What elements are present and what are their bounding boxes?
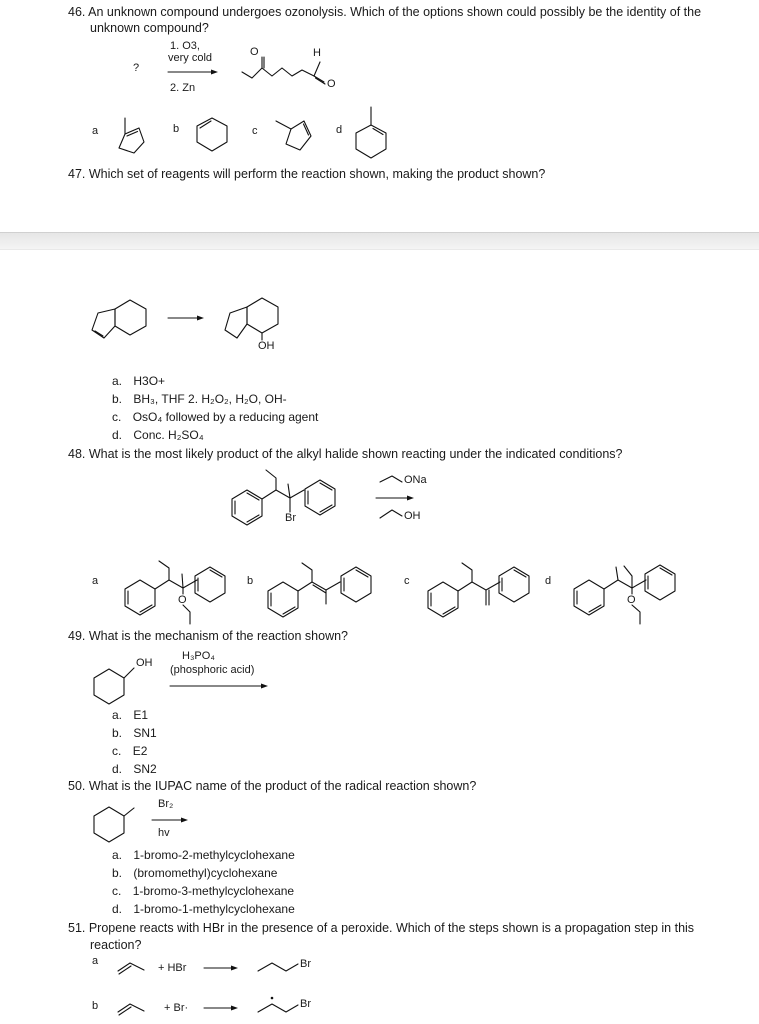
q51-text-line2: reaction?: [90, 938, 142, 952]
q51-b-reagent: + Br·: [164, 1002, 189, 1014]
q50-option-c-text: 1-bromo-3-methylcyclohexane: [132, 884, 295, 898]
q47-option-b-letter: b.: [112, 392, 123, 406]
q47-option-b[interactable]: [112, 391, 287, 407]
q49-option-d-text: SN2: [133, 762, 157, 776]
q50-option-a-text: 1-bromo-2-methylcyclohexane: [133, 848, 295, 862]
q48-option-a-structure: [125, 561, 225, 624]
q50-reagent-br2: Br₂: [158, 798, 174, 810]
q50-option-b-letter: b.: [112, 866, 123, 880]
q49-reagent: H₃PO₄: [182, 650, 215, 662]
q50-text: 50. What is the IUPAC name of the product of the radical reaction shown?: [68, 779, 477, 793]
q46-product-h: H: [313, 47, 321, 59]
q47-option-d-text: Conc. H₂SO₄: [133, 428, 204, 442]
q46-product-o2: O: [327, 78, 336, 90]
q46-option-a-structure: [119, 118, 144, 153]
q50-option-d[interactable]: [112, 901, 295, 917]
q50-option-c-letter: c.: [112, 884, 122, 898]
q46-product-structure: [242, 57, 325, 84]
q48-option-d[interactable]: d: [545, 575, 552, 587]
q47-option-d[interactable]: [112, 427, 204, 443]
q51-b-structures: [118, 997, 298, 1015]
q46-option-d-structure: [356, 107, 386, 158]
q46-option-c[interactable]: c: [252, 125, 258, 137]
q50-option-c[interactable]: [112, 883, 294, 899]
q48-reagent-oh: OH: [404, 510, 421, 522]
q46-text-line2: unknown compound?: [90, 21, 209, 35]
q49-option-c[interactable]: [112, 743, 147, 759]
q46-product-o1: O: [250, 46, 259, 58]
q51-a-reagent: + HBr: [158, 962, 187, 974]
q50-option-a[interactable]: [112, 847, 295, 863]
q47-option-d-letter: d.: [112, 428, 123, 442]
q49-text: 49. What is the mechanism of the reaction shown?: [68, 629, 349, 643]
q49-option-b-text: SN1: [133, 726, 157, 740]
q46-text-line1: 46. An unknown compound undergoes ozonolysis. Which of the options shown could possibly be the identity of the: [68, 5, 702, 19]
q48-text: 48. What is the most likely product of the alkyl halide shown reacting under the indicated conditions?: [68, 447, 623, 461]
q46-option-b-structure: [197, 118, 227, 151]
q48-option-d-structure: [574, 565, 675, 624]
q49-option-c-text: E2: [132, 744, 148, 758]
q51-a-structures: [118, 963, 298, 974]
q51-b-product-br: Br: [300, 998, 311, 1010]
q50-reaction-arrow: [152, 818, 188, 823]
q50-option-b[interactable]: [112, 865, 277, 881]
page-divider: [0, 232, 759, 250]
q48-option-c[interactable]: c: [404, 575, 410, 587]
q48-reactant-br: Br: [285, 512, 296, 524]
q49-option-d[interactable]: [112, 761, 157, 777]
q50-reactant-structure: [94, 807, 134, 842]
q48-option-b-structure: [268, 563, 371, 617]
q48-option-a[interactable]: a: [92, 575, 99, 587]
q46-reagent-zn: 2. Zn: [170, 82, 196, 94]
q50-option-d-letter: d.: [112, 902, 123, 916]
q50-option-b-text: (bromomethyl)cyclohexane: [133, 866, 278, 880]
q46-option-b[interactable]: b: [173, 123, 180, 135]
q47-option-a-text: H3O+: [133, 374, 166, 388]
q49-reactant-structure: [94, 668, 134, 704]
q47-option-c-letter: c.: [112, 410, 122, 424]
q46-reaction-arrow: [168, 70, 218, 75]
q47-option-c[interactable]: [112, 409, 318, 425]
q48-option-c-structure: [428, 563, 529, 617]
q49-option-b[interactable]: [112, 725, 157, 741]
q46-unknown-marker: ?: [133, 62, 140, 74]
q47-option-c-text: OsO₄ followed by a reducing agent: [132, 410, 319, 424]
q49-option-d-letter: d.: [112, 762, 123, 776]
q46-option-c-structure: [276, 121, 311, 150]
q47-option-a[interactable]: [112, 373, 165, 389]
q51-a-product-br: Br: [300, 958, 311, 970]
q46-reagent-cold: very cold: [168, 52, 213, 64]
q51-option-b[interactable]: b: [92, 1000, 99, 1012]
q50-option-a-letter: a.: [112, 848, 123, 862]
q49-option-b-letter: b.: [112, 726, 123, 740]
q51-text-line1: 51. Propene reacts with HBr in the presence of a peroxide. Which of the steps shown is a propagation step in this: [68, 921, 695, 935]
q49-option-c-letter: c.: [112, 744, 122, 758]
q48-option-b[interactable]: b: [247, 575, 254, 587]
q49-option-a-text: E1: [133, 708, 149, 722]
q49-reaction-arrow: [170, 684, 268, 689]
q47-reaction-arrow: [168, 316, 204, 321]
q47-option-a-letter: a.: [112, 374, 123, 388]
q51-option-a[interactable]: a: [92, 955, 99, 967]
q47-product-structure: [225, 298, 278, 340]
q49-reactant-oh: OH: [136, 657, 153, 669]
q46-reagent-o3: 1. O3,: [170, 40, 200, 52]
q50-reagent-hv: hv: [158, 827, 170, 839]
q50-option-d-text: 1-bromo-1-methylcyclohexane: [133, 902, 295, 916]
q48-reactant-structure: [232, 470, 335, 525]
q46-option-d[interactable]: d: [336, 124, 343, 136]
q47-text: 47. Which set of reagents will perform the reaction shown, making the product shown?: [68, 167, 546, 181]
q49-option-a[interactable]: [112, 707, 148, 723]
q49-reagent-note: (phosphoric acid): [170, 664, 255, 676]
q47-option-b-text: BH₃, THF 2. H₂O₂, H₂O, OH-: [133, 392, 287, 406]
q47-product-oh: OH: [258, 340, 275, 352]
q46-option-a[interactable]: a: [92, 125, 99, 137]
q47-reactant-structure: [92, 300, 146, 338]
q49-option-a-letter: a.: [112, 708, 123, 722]
q48-option-a-o: O: [178, 594, 187, 606]
q48-option-d-o: O: [627, 594, 636, 606]
q48-reagent-ona: ONa: [404, 474, 427, 486]
